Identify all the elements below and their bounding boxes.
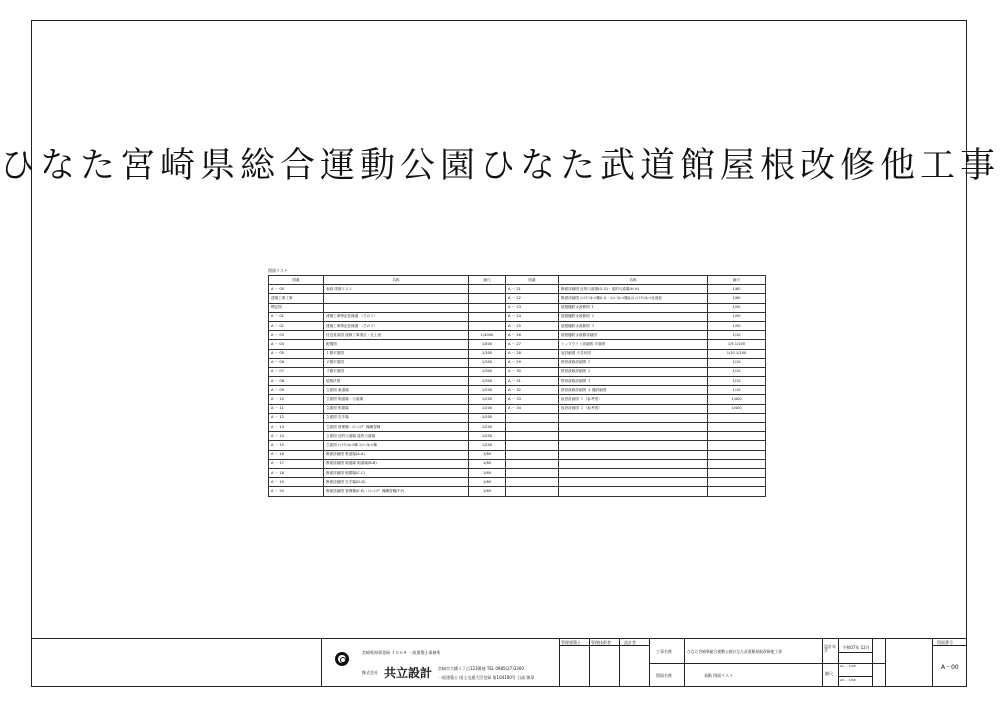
header-scale-right: 縮尺 bbox=[708, 276, 766, 285]
table-row bbox=[269, 358, 766, 367]
cell-scale bbox=[469, 303, 506, 312]
cell-no: 建築工事工事 bbox=[269, 294, 324, 303]
cell-scale: 1/300 bbox=[469, 358, 506, 367]
tb-divider bbox=[838, 652, 872, 653]
company-logo bbox=[335, 652, 349, 666]
cell-no: A － 06 bbox=[269, 358, 324, 367]
drawing-number-value: A－00 bbox=[941, 664, 959, 671]
table-row bbox=[269, 303, 766, 312]
drawing-number-label: 図面番号 bbox=[937, 640, 953, 645]
cell-no: A － 13 bbox=[269, 423, 324, 432]
label-chief-engineer: 管理技術者 bbox=[591, 640, 611, 645]
cell-scale: 1/60 bbox=[708, 294, 766, 303]
cell-name: トップライト詳細図 平面図 bbox=[559, 340, 708, 349]
cell-no: A － 18 bbox=[269, 468, 324, 477]
table-row bbox=[269, 367, 766, 376]
cell-no: A － 21 bbox=[506, 285, 559, 294]
table-row bbox=[269, 321, 766, 330]
cell-name: 屋根樋防水改修図 １ bbox=[559, 303, 708, 312]
empty-cell bbox=[506, 441, 559, 450]
cell-no: A － 12 bbox=[269, 413, 324, 422]
cell-name: 仮設計画図 ２（参考図） bbox=[559, 404, 708, 413]
header-name-right: 名称 bbox=[559, 276, 708, 285]
cell-no: A － 26 bbox=[506, 331, 559, 340]
cell-name: 仮設計画図 １（参考図） bbox=[559, 395, 708, 404]
header-name-left: 名称 bbox=[324, 276, 469, 285]
cell-scale: 1/400 bbox=[708, 395, 766, 404]
cell-no: A － 32 bbox=[506, 386, 559, 395]
cell-name: 鉄骨改修詳細図 １ bbox=[559, 358, 708, 367]
registration-text: 宮崎県知事登録 １００８ 一級建築士事務所 bbox=[362, 650, 441, 655]
cell-name: 立面図 空手場 bbox=[324, 413, 469, 422]
cell-scale: 1/60 bbox=[469, 450, 506, 459]
cell-scale: 1/200 bbox=[469, 432, 506, 441]
cell-name: 屋根樋防水改修詳細図 bbox=[559, 331, 708, 340]
tb-divider bbox=[885, 638, 886, 687]
cell-scale bbox=[469, 294, 506, 303]
cell-no: A － 33 bbox=[506, 395, 559, 404]
cell-name: 屋根樋防水改修図 ２ bbox=[559, 312, 708, 321]
table-row bbox=[269, 487, 766, 496]
scale-label: 縮尺 bbox=[825, 671, 833, 676]
cell-name bbox=[324, 303, 469, 312]
cell-no: A － 24 bbox=[506, 312, 559, 321]
cell-name: 断面詳細図 近的弓道場(G-G)・遠的弓道場(H-H) bbox=[559, 285, 708, 294]
cell-no: A － 25 bbox=[506, 321, 559, 330]
cell-scale: 1/300 bbox=[469, 367, 506, 376]
empty-cell bbox=[559, 487, 708, 496]
cell-no: A － 31 bbox=[506, 377, 559, 386]
cell-scale: 1/60 bbox=[708, 285, 766, 294]
cell-no: A － 01 bbox=[269, 312, 324, 321]
cell-name: 断面詳細図 相撲場(C-C) bbox=[324, 468, 469, 477]
company-name: 共立設計 bbox=[384, 666, 433, 680]
empty-cell bbox=[559, 478, 708, 487]
company-address: 宮崎市大橋１丁目123番地 TEL 0985(27)3300 bbox=[438, 666, 524, 671]
table-row bbox=[269, 312, 766, 321]
empty-cell bbox=[708, 413, 766, 422]
empty-cell bbox=[708, 450, 766, 459]
table-row bbox=[269, 285, 766, 294]
empty-cell bbox=[506, 450, 559, 459]
cell-no: A － 27 bbox=[506, 340, 559, 349]
cell-scale: 1/10 bbox=[708, 377, 766, 386]
empty-cell bbox=[506, 432, 559, 441]
cell-no: A － 00 bbox=[269, 285, 324, 294]
empty-cell bbox=[708, 423, 766, 432]
table-row bbox=[269, 340, 766, 349]
cell-name bbox=[324, 294, 469, 303]
empty-cell bbox=[559, 459, 708, 468]
cell-scale: 1/300 bbox=[469, 377, 506, 386]
empty-cell bbox=[559, 450, 708, 459]
cell-name: 表紙 図面リスト bbox=[324, 285, 469, 294]
cell-no: A － 05 bbox=[269, 349, 324, 358]
cell-name: １階平面図 bbox=[324, 349, 469, 358]
cell-no: A － 15 bbox=[269, 441, 324, 450]
cell-scale: 1/400 bbox=[708, 404, 766, 413]
cell-name: ２階平面図 bbox=[324, 358, 469, 367]
empty-cell bbox=[506, 423, 559, 432]
cell-scale bbox=[469, 285, 506, 294]
cell-scale: 1/10 bbox=[708, 358, 766, 367]
empty-cell bbox=[559, 468, 708, 477]
cell-name: 立面図 近的弓道場 遠的弓道場 bbox=[324, 432, 469, 441]
cell-name: 立面図 管理棟・ﾄﾚｰﾆﾝｸﾞ 棟練習棟 bbox=[324, 423, 469, 432]
empty-cell bbox=[559, 413, 708, 422]
empty-cell bbox=[506, 487, 559, 496]
cell-no: A － 14 bbox=[269, 432, 324, 441]
table-row bbox=[269, 377, 766, 386]
cell-name: 立面図 剣道場・弓道場 bbox=[324, 395, 469, 404]
header-scale-left: 縮尺 bbox=[469, 276, 506, 285]
cell-name: 屋根伏図 bbox=[324, 377, 469, 386]
cell-scale: 1/400 bbox=[469, 340, 506, 349]
cell-no: A － 29 bbox=[506, 358, 559, 367]
cell-name: 断面詳細図 ｴﾝﾄﾗﾝｽﾎｰﾙ棟(I-I)・ｺﾝｺｰｽﾎｰﾙ棟(J-J) ｴﾝﾄﾗﾝｽﾎｰﾙ北面庇 bbox=[559, 294, 708, 303]
cell-name: 立面図 ｴﾝﾄﾗﾝｽﾎｰﾙ棟 ｺﾝｺｰｽﾎｰﾙ棟 bbox=[324, 441, 469, 450]
architect-registration: 一級建築士 国土交通大臣登録 第104100号 日高 敏章 bbox=[438, 675, 535, 680]
cell-scale: 1/200 bbox=[469, 423, 506, 432]
tb-divider bbox=[838, 676, 872, 677]
design-date-value: 令和07年 12月 bbox=[842, 645, 870, 650]
cell-name: 鉄骨改修詳細図 ３ bbox=[559, 377, 708, 386]
cell-no: A － 03 bbox=[269, 331, 324, 340]
cell-name: 断面詳細図 剣道場 剣道場(B-B) bbox=[324, 459, 469, 468]
cell-scale: 1/200 bbox=[469, 404, 506, 413]
header-no-right: 図番 bbox=[506, 276, 559, 285]
empty-cell bbox=[506, 478, 559, 487]
table-row bbox=[269, 441, 766, 450]
cell-name: 鉄骨改修詳細図 ２ bbox=[559, 367, 708, 376]
cell-no: A － 10 bbox=[269, 395, 324, 404]
empty-cell bbox=[559, 441, 708, 450]
cell-scale: 1/200 bbox=[469, 413, 506, 422]
header-no-left: 図番 bbox=[269, 276, 324, 285]
cell-name: 建築工事特記仕様書 （その１） bbox=[324, 312, 469, 321]
cell-scale bbox=[469, 321, 506, 330]
cell-no: A － 11 bbox=[269, 404, 324, 413]
cell-scale: 1/50 bbox=[708, 321, 766, 330]
cell-scale: 1/10 bbox=[708, 386, 766, 395]
table-row bbox=[269, 423, 766, 432]
drawing-list-table bbox=[268, 275, 766, 497]
cell-name: 付近見取図 改修工事項目・仕上表 bbox=[324, 331, 469, 340]
table-row bbox=[269, 404, 766, 413]
cell-scale: 1/50 bbox=[708, 312, 766, 321]
design-date-label: 設計年月 bbox=[824, 644, 836, 653]
cell-no: A － 08 bbox=[269, 377, 324, 386]
label-chief-architect: 管理建築士 bbox=[561, 640, 581, 645]
cell-name: 断面詳細図 柔道場(A-A) bbox=[324, 450, 469, 459]
cell-no: A － 34 bbox=[506, 404, 559, 413]
tb-divider bbox=[321, 638, 322, 687]
empty-cell bbox=[559, 432, 708, 441]
cell-no: A － 07 bbox=[269, 367, 324, 376]
empty-cell bbox=[708, 487, 766, 496]
table-row bbox=[269, 478, 766, 487]
table-row bbox=[269, 450, 766, 459]
cell-scale: 1/10 bbox=[708, 331, 766, 340]
cell-no: A － 19 bbox=[269, 478, 324, 487]
cell-no: A － 04 bbox=[269, 340, 324, 349]
company-prefix: 株式会社 bbox=[362, 670, 378, 675]
cell-no: A － 23 bbox=[506, 303, 559, 312]
scale-a1: A1 － 1/00 bbox=[840, 664, 856, 668]
cell-name: 立面図 相撲場 bbox=[324, 404, 469, 413]
cell-scale: 1/60 bbox=[469, 468, 506, 477]
table-row bbox=[269, 386, 766, 395]
drawing-name-label: 図面名称 bbox=[656, 673, 672, 678]
cell-name: 建築工事特記仕様書 （その２） bbox=[324, 321, 469, 330]
cell-scale: 1/300 bbox=[469, 349, 506, 358]
table-row bbox=[269, 294, 766, 303]
scale-a3: A3 － 1/00 bbox=[840, 678, 856, 682]
cell-scale: 1/60 bbox=[469, 478, 506, 487]
cell-scale: 1/60 bbox=[469, 487, 506, 496]
cell-no: A － 20 bbox=[269, 487, 324, 496]
empty-cell bbox=[708, 432, 766, 441]
cell-scale bbox=[469, 312, 506, 321]
cell-scale: 1/4000 bbox=[469, 331, 506, 340]
empty-cell bbox=[559, 423, 708, 432]
cell-no: 標記図 bbox=[269, 303, 324, 312]
cell-scale: 1/5 1/100 bbox=[708, 340, 766, 349]
cell-name: 鉄骨改修詳細図 ４ 樋詳細図 bbox=[559, 386, 708, 395]
project-name-label: 工事名称 bbox=[656, 649, 672, 654]
cell-scale: 1/50 bbox=[708, 303, 766, 312]
table-row bbox=[269, 413, 766, 422]
cell-name: ３階平面図 bbox=[324, 367, 469, 376]
empty-cell bbox=[708, 441, 766, 450]
cell-scale: 1/200 bbox=[469, 441, 506, 450]
empty-cell bbox=[708, 459, 766, 468]
cell-name: 立面図 東道場 bbox=[324, 386, 469, 395]
cell-scale: 1/10 1/100 bbox=[708, 349, 766, 358]
empty-cell bbox=[708, 478, 766, 487]
cell-name: 屋根樋防水改修図 ３ bbox=[559, 321, 708, 330]
cell-name: 庇詳細図 天井伏図 bbox=[559, 349, 708, 358]
cell-no: A － 30 bbox=[506, 367, 559, 376]
empty-cell bbox=[708, 468, 766, 477]
empty-cell bbox=[506, 459, 559, 468]
project-title: ひなた宮崎県総合運動公園ひなた武道館屋根改修他工事 bbox=[0, 146, 1000, 186]
cell-no: A － 22 bbox=[506, 294, 559, 303]
table-row bbox=[269, 432, 766, 441]
cell-no: A － 17 bbox=[269, 459, 324, 468]
cell-no: A － 28 bbox=[506, 349, 559, 358]
cell-name: 断面詳細図 管理棟(E-E)・ﾄﾚｰﾆﾝｸﾞ 棟練習棟(F-F) bbox=[324, 487, 469, 496]
empty-cell bbox=[506, 413, 559, 422]
cell-scale: 1/200 bbox=[469, 386, 506, 395]
cell-no: A － 09 bbox=[269, 386, 324, 395]
project-name-value: ひなた宮崎県総合運動公園ひなた武道館屋根改修他工事 bbox=[687, 649, 782, 654]
table-header-row bbox=[269, 276, 766, 285]
table-row bbox=[269, 331, 766, 340]
table-row bbox=[269, 468, 766, 477]
empty-cell bbox=[506, 468, 559, 477]
cell-name: 断面詳細図 空手場(D-D) bbox=[324, 478, 469, 487]
cell-scale: 1/200 bbox=[469, 395, 506, 404]
table-row bbox=[269, 459, 766, 468]
table-row bbox=[269, 349, 766, 358]
cell-scale: 1/10 bbox=[708, 367, 766, 376]
table-row bbox=[269, 395, 766, 404]
cell-name: 配置図 bbox=[324, 340, 469, 349]
cell-no: A － 16 bbox=[269, 450, 324, 459]
label-designer: 設計者 bbox=[624, 640, 636, 645]
drawing-list-caption: 図面リスト bbox=[268, 268, 288, 273]
cell-scale: 1/60 bbox=[469, 459, 506, 468]
cell-no: A － 02 bbox=[269, 321, 324, 330]
drawing-name-value: 表紙 図面リスト bbox=[704, 673, 734, 678]
